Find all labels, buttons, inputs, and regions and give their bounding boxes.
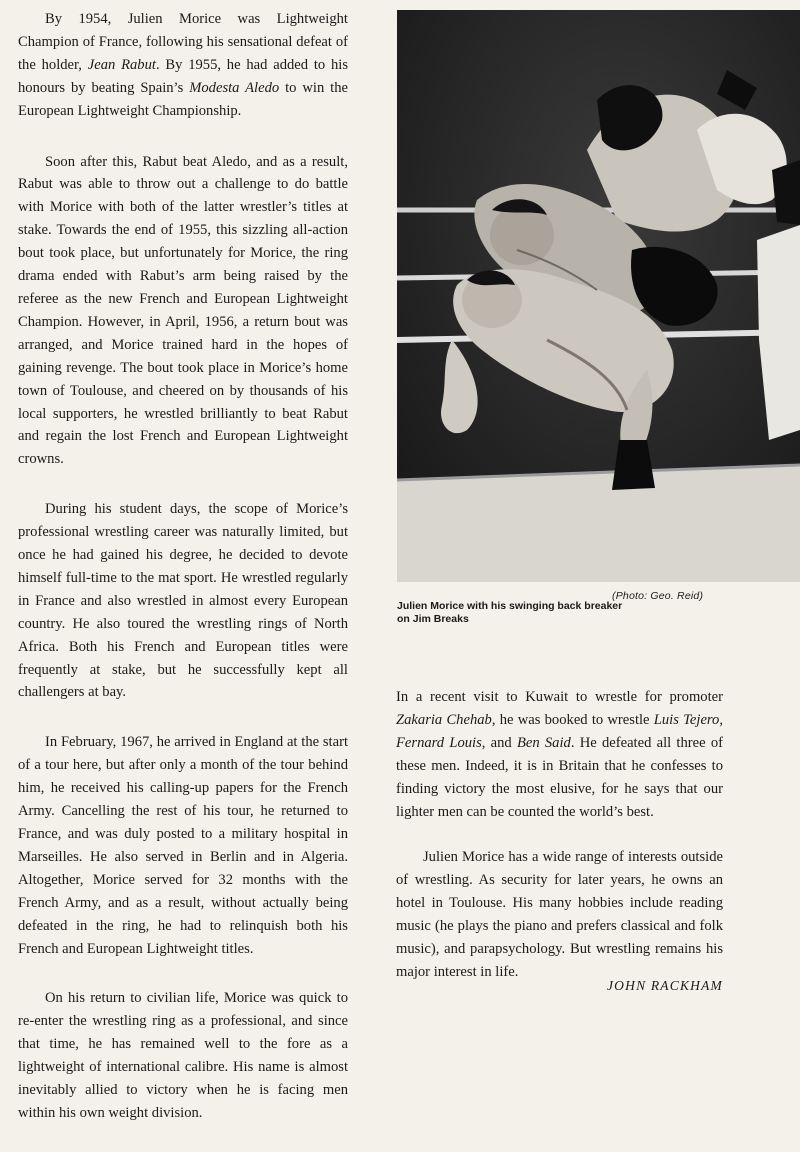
paragraph-6: In a recent visit to Kuwait to wrestle for promoter Zakaria Chehab, he was booked to wrestle Luis Tejero, Fernard Louis, and Ben Said. He defeated all three of these men. Indeed, it is in Britain that he confesses to finding victory the most elusive, for he says that our lighter men can be counted the world’s best. (396, 689, 724, 820)
paragraph-1: By 1954, Julien Morice was Lightweight Champion of France, following his sensational defeat of the holder, Jean Rabut. By 1955, he had added to his honours by beating Spain’s Modesta Aledo to win the European Lightweight Championship. (18, 11, 348, 119)
wrestlers-photo-illustration (397, 10, 800, 582)
author-byline: JOHN RACKHAM (606, 978, 723, 993)
photo-credit: (Photo: Geo. Reid) (612, 590, 704, 602)
names-opponents: Luis Tejero, Fernard Louis, (396, 711, 724, 751)
paragraph-5: On his return to civilian life, Morice was quick to re-enter the wrestling ring as a professional, and since that time, he has remained well to the fore as a lightweight of international calibre. His name is almost inevitably allied to victory when he is facing men within his own weight division. (18, 990, 348, 1121)
wrestling-photo (397, 10, 800, 582)
paragraph-2: Soon after this, Rabut beat Aledo, and as a result, Rabut was able to throw out a challenge to do battle with Morice with both of the latter wrestler’s titles at stake. Towards the end of 1955, this sizzling all-action bout took place, but unfortunately for Morice, the ring drama ended with Rabut’s arm being raised by the referee as the new French and European Lightweight Champion. However, in April, 1956, a return bout was arranged, and Morice trained hard in the hopes of gaining revenge. The bout took place in Morice’s home town of Toulouse, and cheered on by thousands of his local supporters, he wrestled brilliantly to beat Rabut and regain the lost French and European Lightweight crowns. (18, 153, 348, 468)
paragraph-3: During his student days, the scope of Morice’s professional wrestling career was naturally limited, but once he had gained his degree, he decided to devote himself full-time to the mat sport. He wrestled regularly in France and also wrestled in almost every European country. He also toured the wrestling rings of North Africa. Both his French and European titles were frequently at stake, but he successfully kept all challengers at bay. (18, 501, 348, 701)
photo-caption: Julien Morice with his swinging back breaker on Jim Breaks (397, 600, 623, 625)
right-column (396, 686, 723, 1007)
paragraph-4: In February, 1967, he arrived in England at the start of a tour here, but after only a month of the tour behind him, he received his calling-up papers for the French Army. Cancelling the rest of his tour, he returned to France, and was duly posted to a military hospital in Marseilles. He also served in Berlin and in Algeria. Altogether, Morice served for 32 months with the French Army, and as a result, without actually being defeated in the ring, he had to relinquish both his French and European Lightweight titles. (18, 734, 348, 957)
left-column (18, 8, 348, 1152)
name-zakaria-chehab: Zakaria Chehab (396, 711, 492, 728)
name-jean-rabut: Jean Rabut (87, 56, 156, 73)
name-modesta-aledo: Modesta Aledo (189, 79, 280, 96)
name-ben-said: Ben Said (516, 734, 571, 751)
paragraph-7: Julien Morice has a wide range of interests outside of wrestling. As security for later years, he owns an hotel in Toulouse. His many hobbies include reading music (he plays the piano and prefers classical and folk music), and parapsychology. But wrestling remains his major interest in life. (396, 849, 723, 980)
